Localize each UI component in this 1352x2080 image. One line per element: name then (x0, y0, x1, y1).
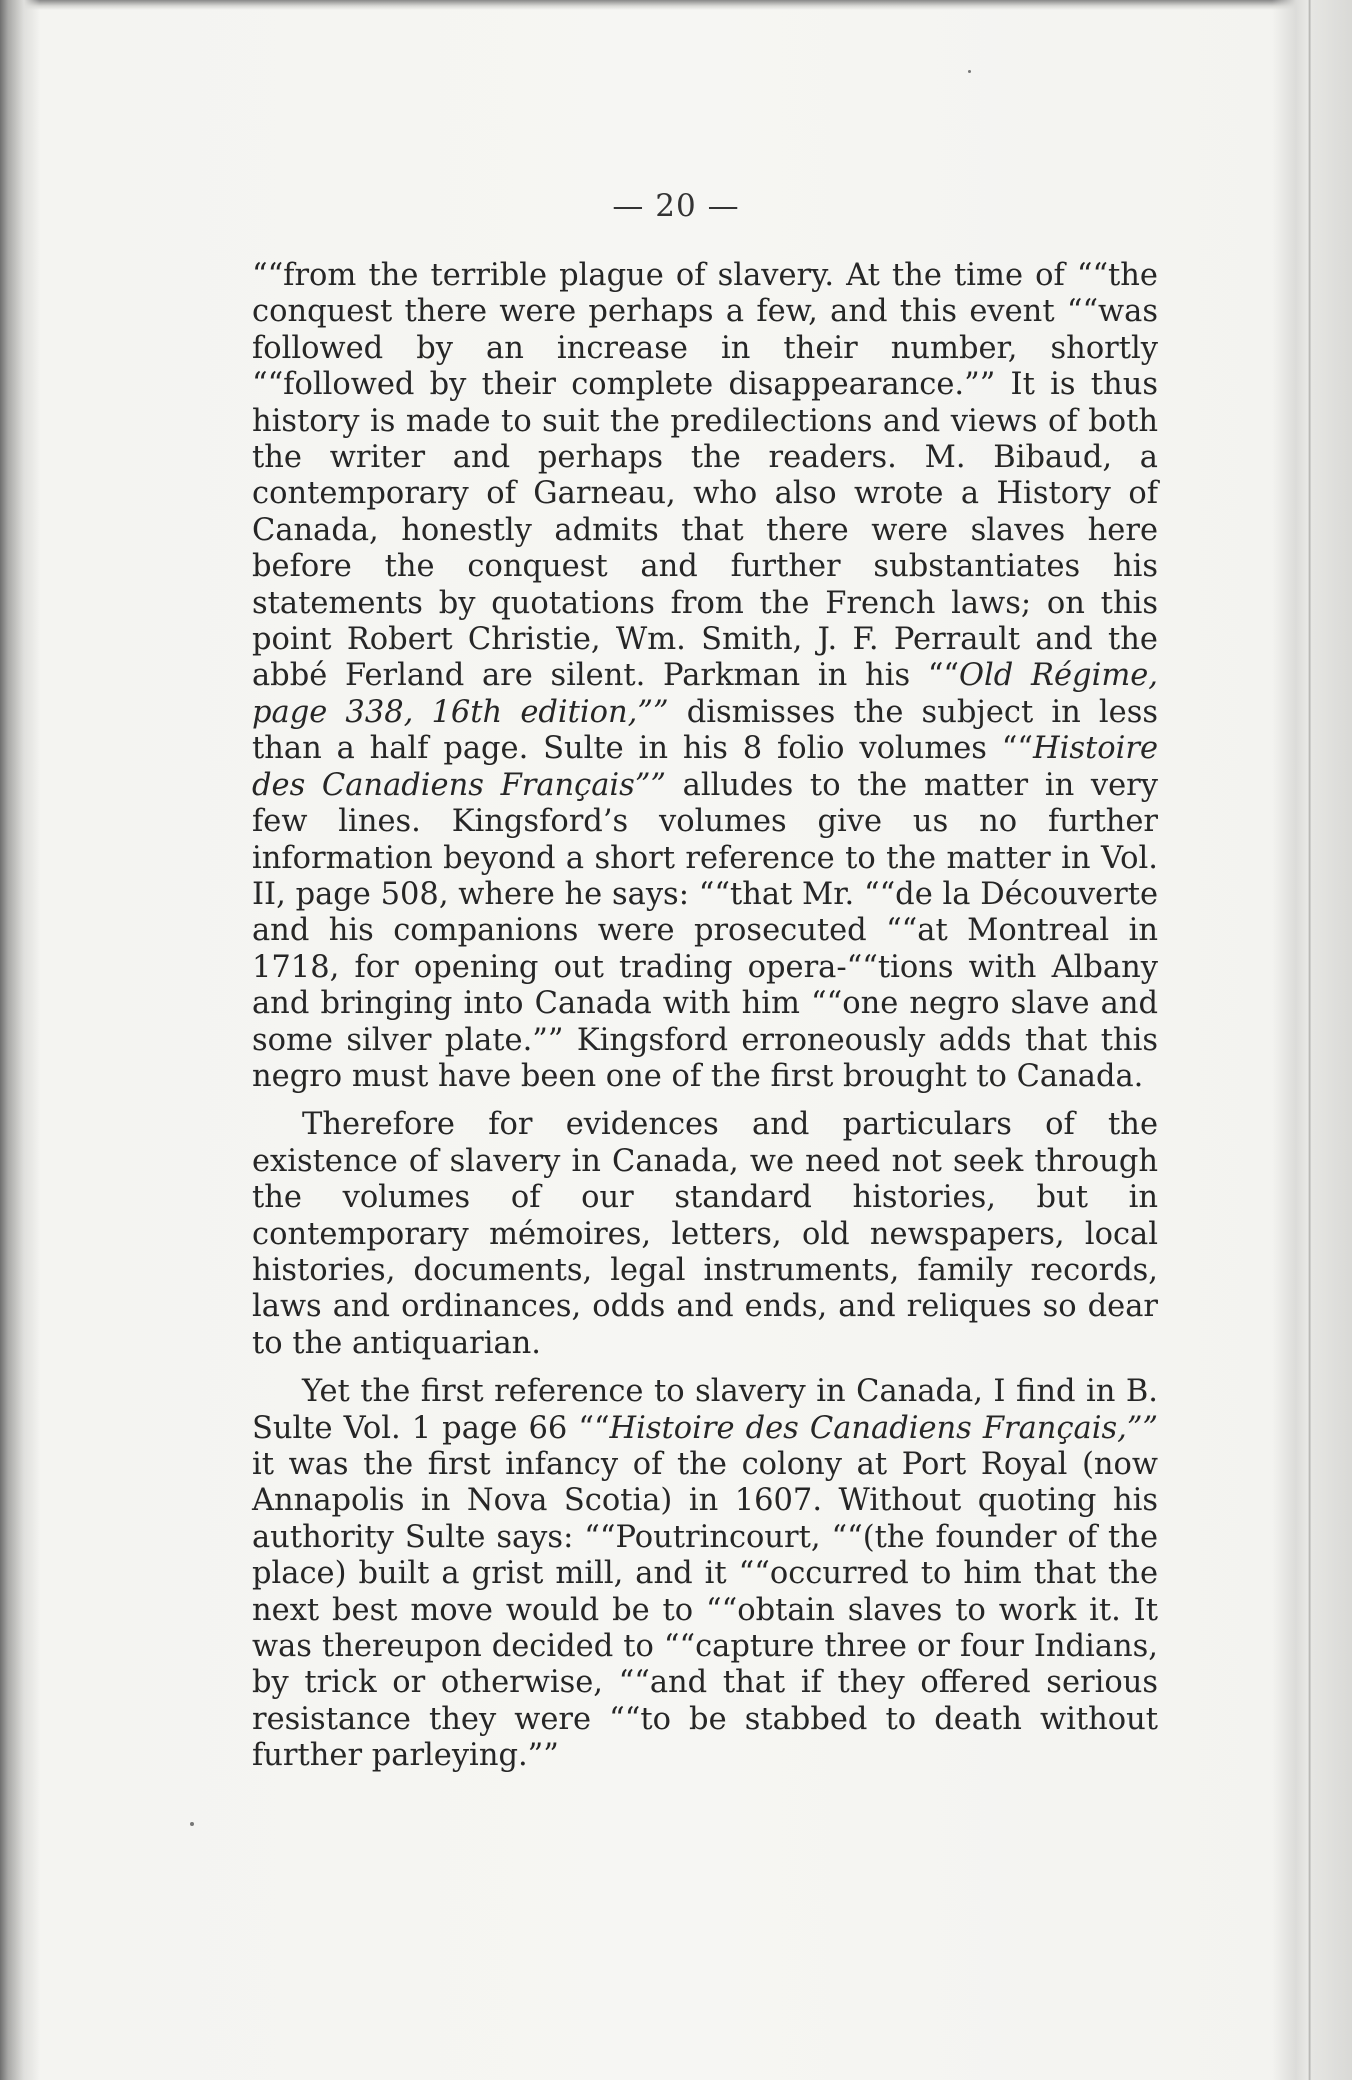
body-text (252, 258, 1158, 1787)
italic-title-histoire: Histoire des Canadiens Français”” (252, 731, 1158, 803)
italic-title-old-regime: Old Régime, page 338, 16th edition,”” (252, 658, 1158, 730)
text-run: Yet the first reference to slavery in Canada, I find in B. Sulte Vol. 1 page 66 ““ (252, 1374, 1158, 1446)
paragraph-3 (252, 1374, 1158, 1774)
scan-right-edge (1272, 0, 1352, 2080)
text-run: dismisses the subject in less than a half page. Sulte in his 8 folio volumes ““ (252, 694, 1158, 767)
text-run: alludes to the matter in very few lines. Kingsford’s volumes give us no further information beyond a short reference to the matter in Vol. II, page 508, where he says: ““that Mr. ““de la Découverte and his companions were prosecuted ““at Montreal in 1718, for opening out trading opera-““tions with Albany and bringing into Canada with him ““one negro slave and some silver plate.”” Kingsford erroneously adds that this negro must have been one of the first brought to Canada. (252, 767, 1158, 1094)
scan-speck (190, 1822, 194, 1826)
text-run: ““from the terrible plague of slavery. At the time of ““the conquest there were perhaps a few, and this event ““was followed by an increase in their number, shortly ““followed by their complete disappearance.”” It is thus history is made to suit the predilections and views of both the writer and perhaps the readers. M. Bibaud, a contemporary of Garneau, who also wrote a History of Canada, honestly admits that there were slaves here before the conquest and further substantiates his statements by quotations from the French laws; on this point Robert Christie, Wm. Smith, J. F. Perrault and the abbé Ferland are silent. Parkman in his ““ (252, 258, 1158, 694)
paragraph-2 (252, 1107, 1158, 1362)
text-run: Therefore for evidences and particulars of the existence of slavery in Canada, we need not seek through the volumes of our standard histories, but in contemporary mémoires, letters, old newspapers, local histories, documents, legal instruments, family records, laws and ordinances, odds and ends, and reliques so dear to the antiquarian. (252, 1107, 1158, 1361)
text-run: it was the first infancy of the colony at Port Royal (now Annapolis in Nova Scotia) in 1607. Without quoting his authority Sulte says: ““Poutrincourt, ““(the founder of the place) built a grist mill, and it ““occurred to him that the next best move would be to ““obtain slaves to work it. It was thereupon decided to ““capture three or four Indians, by trick or otherwise, ““and that if they offered serious resistance they were ““to be stabbed to death without further parleying.”” (252, 1447, 1158, 1774)
scan-left-edge (0, 0, 40, 2080)
scan-speck (968, 70, 971, 73)
italic-title-histoire: Histoire des Canadiens Français,”” (609, 1410, 1159, 1446)
paragraph-1 (252, 258, 1158, 1095)
page-number: — 20 — (612, 188, 740, 224)
scan-top-edge (0, 0, 1352, 10)
